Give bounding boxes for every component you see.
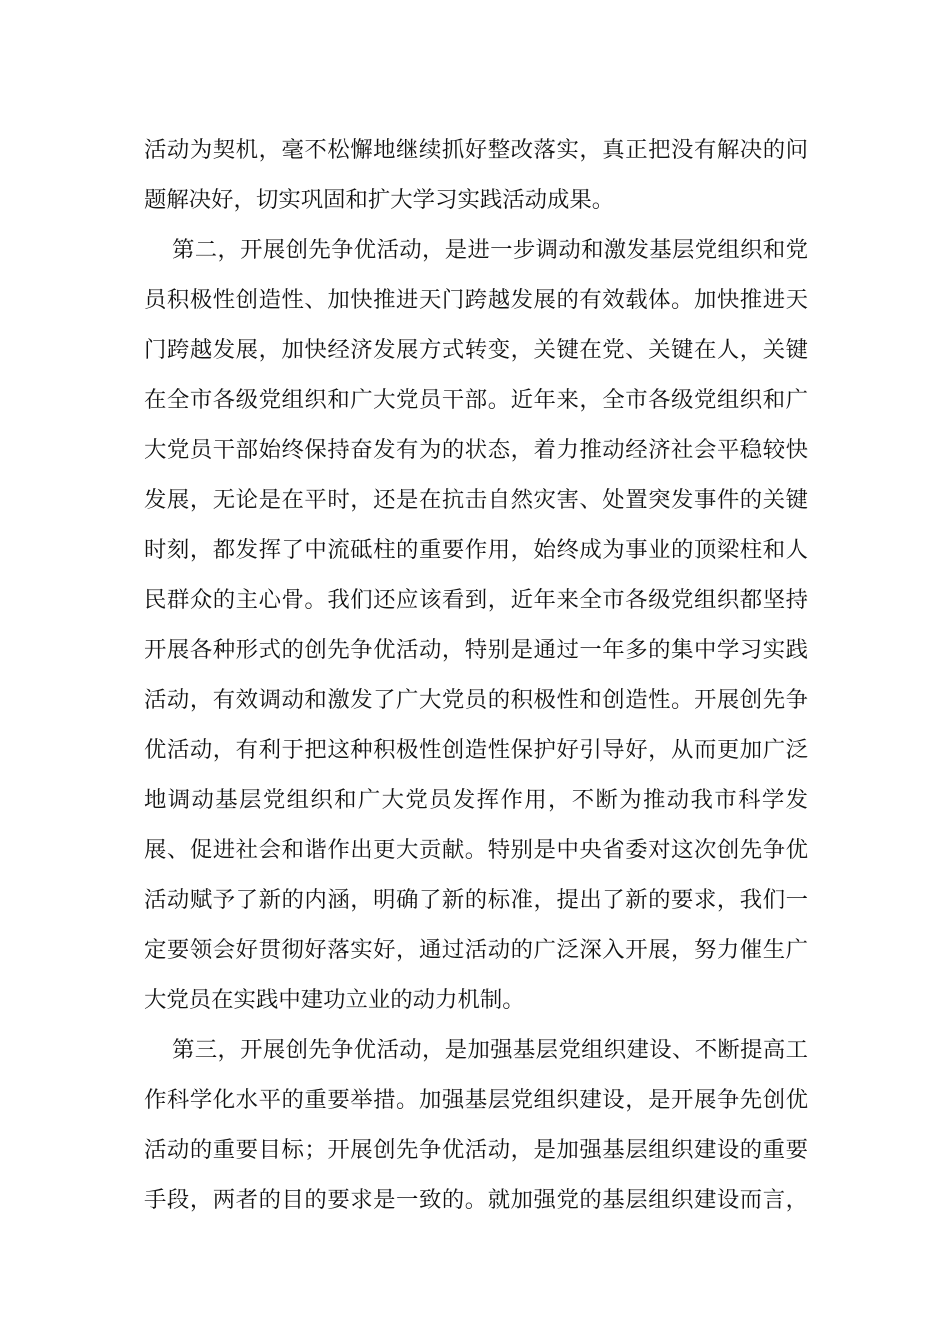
text-line: 门跨越发展，加快经济发展方式转变，关键在党、关键在人，关键 bbox=[144, 337, 808, 363]
text-line: 民群众的主心骨。我们还应该看到，近年来全市各级党组织都坚持 bbox=[144, 587, 808, 613]
text-line: 活动为契机，毫不松懈地继续抓好整改落实，真正把没有解决的问 bbox=[144, 137, 808, 163]
text-line: 开展各种形式的创先争优活动，特别是通过一年多的集中学习实践 bbox=[144, 637, 808, 663]
text-line: 活动的重要目标；开展创先争优活动，是加强基层组织建设的重要 bbox=[144, 1137, 808, 1163]
text-line: 活动，有效调动和激发了广大党员的积极性和创造性。开展创先争 bbox=[144, 687, 808, 713]
text-line: 大党员干部始终保持奋发有为的状态，着力推动经济社会平稳较快 bbox=[144, 437, 808, 463]
text-line: 展、促进社会和谐作出更大贡献。特别是中央省委对这次创先争优 bbox=[144, 837, 808, 863]
text-line: 作科学化水平的重要举措。加强基层党组织建设，是开展争先创优 bbox=[144, 1087, 808, 1113]
paragraph-start-line: 第二，开展创先争优活动，是进一步调动和激发基层党组织和党 bbox=[172, 237, 808, 263]
text-line: 手段，两者的目的要求是一致的。就加强党的基层组织建设而言， bbox=[144, 1187, 808, 1213]
paragraph-start-line: 第三，开展创先争优活动，是加强基层党组织建设、不断提高工 bbox=[172, 1037, 808, 1063]
text-line: 在全市各级党组织和广大党员干部。近年来，全市各级党组织和广 bbox=[144, 387, 808, 413]
text-line: 优活动，有利于把这种积极性创造性保护好引导好，从而更加广泛 bbox=[144, 737, 808, 763]
text-line: 员积极性创造性、加快推进天门跨越发展的有效载体。加快推进天 bbox=[144, 287, 808, 313]
text-line: 大党员在实践中建功立业的动力机制。 bbox=[144, 987, 525, 1013]
text-line: 定要领会好贯彻好落实好，通过活动的广泛深入开展，努力催生广 bbox=[144, 937, 808, 963]
text-line: 时刻，都发挥了中流砥柱的重要作用，始终成为事业的顶梁柱和人 bbox=[144, 537, 808, 563]
text-line: 地调动基层党组织和广大党员发挥作用，不断为推动我市科学发 bbox=[144, 787, 808, 813]
text-line: 发展，无论是在平时，还是在抗击自然灾害、处置突发事件的关键 bbox=[144, 487, 808, 513]
text-line: 活动赋予了新的内涵，明确了新的标准，提出了新的要求，我们一 bbox=[144, 887, 808, 913]
text-line: 题解决好，切实巩固和扩大学习实践活动成果。 bbox=[144, 187, 615, 213]
